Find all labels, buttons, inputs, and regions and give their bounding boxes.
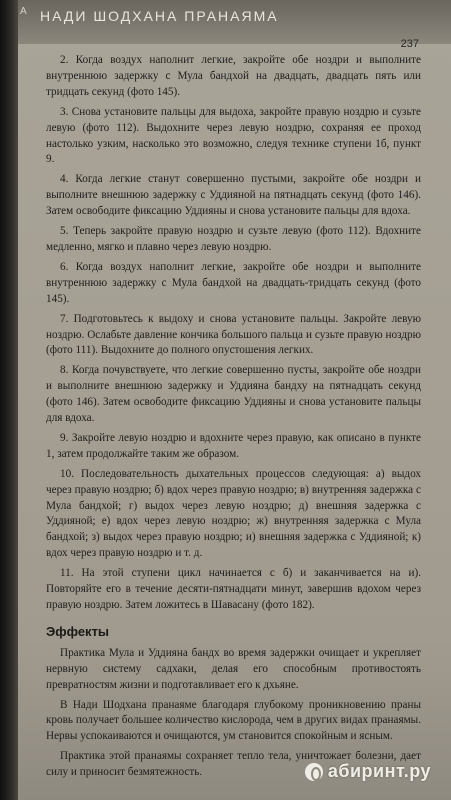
- paragraph-step-3: 3. Снова установите пальцы для выдоха, закройте правую ноздрю и сузьте левую (фото 112). Выдохните через левую ноздрю, сохраняя ее проход настолько узким, насколько это возможно, следуя технике ступени 1б, пункт 9.: [46, 105, 421, 166]
- section-title-effects: Эффекты: [46, 623, 110, 639]
- paragraph-step-4: 4. Когда легкие станут совершенно пустыми, закройте обе ноздри и выполните внешнюю задержку с Уддияной на пятнадцать секунд (фото 146). Затем освободите фиксацию Уддияны и снова установите пальцы для вдоха.: [46, 173, 421, 218]
- paragraph-step-10: 10. Последовательность дыхательных процессов следующая: а) выдох через правую ноздрю; б) вдох через правую ноздрю; в) внутренняя задержка с Мула бандхой; г) выдох через левую ноздрю; д) внешняя задержка с Уддияной; е) вдох через левую ноздрю; ж) внутренняя задержка с Мула бандхой; з) выдох через правую ноздрю; и) внешняя задержка с Уддияной; к) вдох через правую ноздрю и т. д.: [46, 467, 421, 560]
- running-header: [18, 0, 451, 44]
- header-side-mark: А: [20, 6, 27, 17]
- header-title: НАДИ ШОДХАНА ПРАНАЯМА: [40, 8, 279, 24]
- paragraph-step-6: 6. Когда воздух наполнит легкие, закройте обе ноздри и выполните внутреннюю задержку с Мула бандхой на двадцать-тридцать секунд (фото 145).: [46, 260, 421, 305]
- paragraph-step-2: 2. Когда воздух наполнит легкие, закройте обе ноздри и выполните внутреннюю задержку с Мула бандхой на двадцать, двадцать пять или тридцать секунд (фото 145).: [46, 54, 421, 98]
- watermark-text: абиринт.ру: [327, 761, 431, 781]
- paragraph-step-8: 8. Когда почувствуете, что легкие совершенно пусты, закройте обе ноздри и выполните внешнюю задержку и Уддияна бандху на пятнадцать секунд (фото 146). Затем освободите фиксацию Уддияны и снова установите пальцы для вдоха.: [46, 364, 421, 425]
- labirint-logo-icon: [305, 763, 323, 781]
- effects-paragraph: В Нади Шодхана пранаяме благодаря глубокому проникновению праны кровь получает большее количество кислорода, чем в других видах пранаямы. Нервы успокаиваются и очищаются, ум становится спокойным и ясным.: [46, 698, 421, 743]
- effects-paragraph: Практика Мула и Уддияна бандх во время задержки очищает и укрепляет нервную систему садхаки, делая его способным противостоять превратностям жизни и подготавливает его к дхьяне.: [46, 646, 421, 691]
- paragraph-step-7: 7. Подготовьтесь к выдоху и снова установите пальцы. Закройте левую ноздрю. Ослабьте давление кончика большого пальца и сузьте правую ноздрю (фото 111). Выдохните до полного опустошения легких.: [46, 312, 421, 357]
- page-number: 237: [400, 38, 419, 50]
- paragraph-step-11: 11. На этой ступени цикл начинается с б) и заканчивается на и). Повторяйте его в течение десяти-пятнадцати минут, завершив вдохом через правую ноздрю. Затем ложитесь в Шавасану (фото 182).: [46, 567, 421, 611]
- watermark: [305, 761, 431, 782]
- book-spine: [0, 0, 18, 800]
- paragraph-step-5: 5. Теперь закройте правую ноздрю и сузьте левую (фото 112). Вдохните медленно, мягко и плавно через левую ноздрю.: [46, 225, 421, 253]
- page-content: [46, 53, 421, 785]
- book-page: [18, 0, 451, 800]
- effects-paragraph: Практика этой пранаямы сохраняет тепло тела, уничтожает болезни, дает силу и приносит безмятежность.: [46, 750, 421, 779]
- paragraph-step-9: 9. Закройте левую ноздрю и вдохните через правую, как описано в пункте 1, затем продолжайте таким же образом.: [46, 431, 421, 460]
